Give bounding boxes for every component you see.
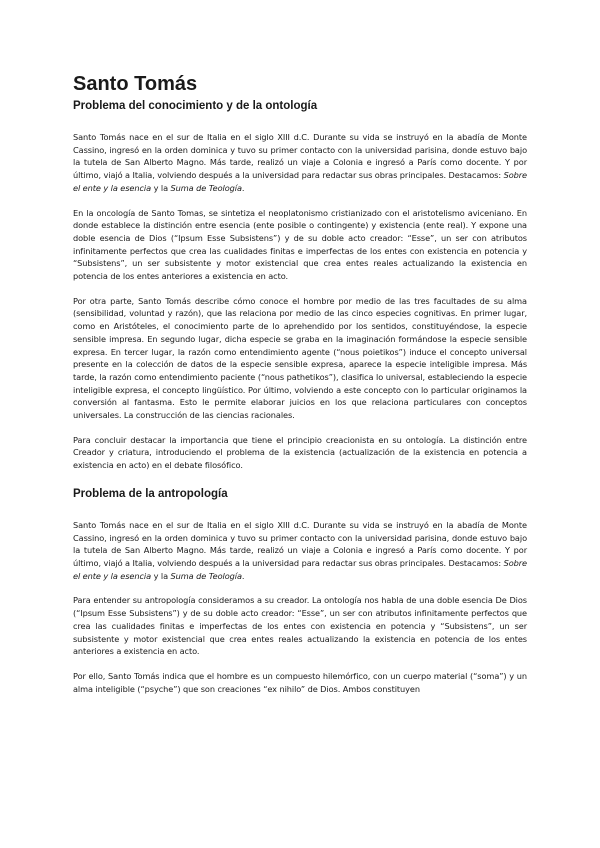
intro-conjunction: y la <box>151 570 171 581</box>
paragraph-conclusion: Para concluir destacar la importancia que tiene el principio creacionista en su ontología. La distinción entre Creador y criatura, introduciendo el problema de la existencia (actualización de la existencia en potencia a existencia en acto) en el debate filosófico. <box>73 434 527 471</box>
paragraph-intro <box>73 131 527 195</box>
work-title-suma-teologia: Suma de Teología <box>170 182 242 193</box>
work-title-ente-esencia: Sobre el ente y la esencia <box>73 557 527 581</box>
section-heading-anthropology: Problema de la antropología <box>73 487 228 500</box>
intro-text: Santo Tomás nace en el sur de Italia en el siglo XIII d.C. Durante su vida se instruyó en la abadía de Monte Cassino, ingresó en la orden dominica y tuvo su primer contacto con la universidad parisina, donde estuvo bajo la tutela de San Alberto Magno. Más tarde, realizó un viaje a Colonia e ingresó a París como docente. Y por último, viajó a Italia, volviendo después a la universidad para redactar sus obras principales. Destacamos: <box>73 132 527 181</box>
paragraph-knowledge: Por otra parte, Santo Tomás describe cómo conoce el hombre por medio de las tres facultades de su alma (sensibilidad, voluntad y razón), que las relaciona por medio de las cinco especies cognitivas. En primer lugar, como en Aristóteles, el conocimiento parte de lo aprehendido por los sentidos, constituyéndose, la especie sensible impresa. En segundo lugar, dicha especie se graba en la imaginación formándose la especie sensible expresa. En tercer lugar, la razón como entendimiento agente (“nous poietikos”) induce el concepto universal presente en la colección de datos de la especie sensible expresa, aparece la especie inteligible impresa. Más tarde, la razón como entendimiento paciente (“nous pathetikos”), clasifica lo universal, estableciendo la especie inteligible expresa, el concepto lingüístico. Por último, volviendo a este concepto con lo particular originamos la conversión al fantasma. Esto le permite elaborar juicios en los que relaciona particulares con conceptos universales. La construcción de las ciencias racionales. <box>73 295 527 421</box>
paragraph-anthropology-hylomorphic: Por ello, Santo Tomás indica que el hombre es un compuesto hilemórfico, con un cuerpo material (“soma”) y un alma inteligible (“psyche”) que son creaciones “ex nihilo” de Dios. Ambos constituyen <box>73 670 527 694</box>
document-title: Santo Tomás <box>73 73 198 95</box>
intro-end: . <box>241 570 245 581</box>
intro-end: . <box>241 182 245 193</box>
intro-text: Santo Tomás nace en el sur de Italia en el siglo XIII d.C. Durante su vida se instruyó en la abadía de Monte Cassino, ingresó en la orden dominica y tuvo su primer contacto con la universidad parisina, donde estuvo bajo la tutela de San Alberto Magno. Más tarde, realizó un viaje a Colonia e ingresó a París como docente. Y por último, viajó a Italia, volviendo después a la universidad para redactar sus obras principales. Destacamos: <box>73 519 527 568</box>
work-title-suma-teologia: Suma de Teología <box>170 570 242 581</box>
document-page <box>73 72 527 695</box>
section-heading-ontology: Problema del conocimiento y de la ontología <box>73 100 318 112</box>
paragraph-ontology: En la oncología de Santo Tomas, se sintetiza el neoplatonismo cristianizado con el aristotelismo aviceniano. En donde establece la distinción entre esencia (ente posible o contingente) y existencia (ente real). Y expone una doble esencia de Dios (“Ipsum Esse Subsistens”) y de su doble acto creador: “Esse”, un ser con atributos infinitamente perfectos que crea las cualidades finitas e imperfectas de los entes con existencia en potencia y “Subsistens”, un ser subsistente y motor existencial que crea entes reales actualizando la existencia en potencia de los entes anteriores a existencia en acto. <box>73 207 527 282</box>
paragraph-intro-repeat <box>73 519 527 583</box>
paragraph-anthropology-creator: Para entender su antropología consideramos a su creador. La ontología nos habla de una doble esencia De Dios (“Ipsum Esse Subsistens”) y de su doble acto creador: “Esse”, un ser con atributos infinitamente perfectos que crea las cualidades finitas e imperfectas de los entes con existencia en potencia y “Subsistens”, un ser subsistente y motor existencial que crea entes reales actualizando la existencia en potencia de los entes anteriores a existencia en acto. <box>73 595 527 657</box>
work-title-ente-esencia: Sobre el ente y la esencia <box>73 170 527 193</box>
intro-conjunction: y la <box>151 182 171 193</box>
